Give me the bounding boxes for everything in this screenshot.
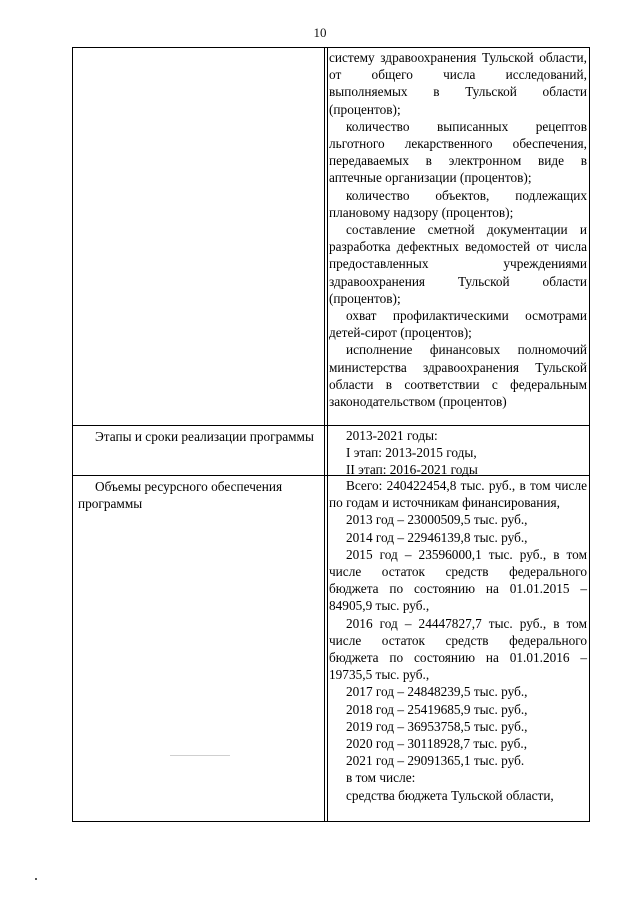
indicator-line: составление сметной документации и разработка дефектных ведомостей от числа предоставленных учреждениями здравоохранения Тульской области (процентов); <box>329 222 587 306</box>
funding-line: Всего: 240422454,8 тыс. руб., в том числе по годам и источникам финансирования, <box>329 478 587 511</box>
table-row-funding <box>73 475 589 821</box>
funding-line: в том числе: <box>346 770 416 786</box>
stage-line: II этап: 2016-2021 годы <box>346 462 478 478</box>
funding-line: 2015 год – 23596000,1 тыс. руб., в том числе остаток средств федерального бюджета по состоянию на 01.01.2015 – 84905,9 тыс. руб., <box>329 546 587 614</box>
funding-cell <box>329 477 587 804</box>
indicator-line: количество выписанных рецептов льготного лекарственного обеспечения, передаваемых в электронном виде в аптечные организации (процентов); <box>329 118 587 186</box>
stages-label <box>78 428 318 445</box>
indicator-line: исполнение финансовых полномочий министерства здравоохранения Тульской области в соответствии с федеральным законодательством (процентов) <box>329 342 587 410</box>
indicator-line: систему здравоохранения Тульской области, от общего числа исследований, выполняемых в Тульской области (процентов); <box>329 50 587 117</box>
funding-line: средства бюджета Тульской области, <box>346 787 554 803</box>
funding-line: 2021 год – 29091365,1 тыс. руб. <box>346 753 525 769</box>
funding-line: 2019 год – 36953758,5 тыс. руб., <box>346 718 528 734</box>
funding-line: 2016 год – 24447827,7 тыс. руб., в том числе остаток средств федерального бюджета по состоянию на 01.01.2016 – 19735,5 тыс. руб., <box>329 615 587 683</box>
stage-line: 2013-2021 годы: <box>346 428 438 443</box>
page-number: 10 <box>313 25 327 40</box>
funding-line: 2014 год – 22946139,8 тыс. руб., <box>346 529 528 545</box>
stages-cell <box>329 427 587 479</box>
funding-line: 2017 год – 24848239,5 тыс. руб., <box>346 684 528 700</box>
stage-line: I этап: 2013-2015 годы, <box>346 445 477 461</box>
passport-table <box>72 47 590 822</box>
funding-label <box>78 478 318 512</box>
funding-line: 2018 год – 25419685,9 тыс. руб., <box>346 701 528 717</box>
funding-label-text: Объемы ресурсного обеспечения программы <box>78 479 283 512</box>
table-row-stages <box>73 425 589 478</box>
funding-line: 2020 год – 30118928,7 тыс. руб., <box>346 736 528 752</box>
indicators-cell <box>329 49 587 410</box>
scan-artifact <box>170 755 230 756</box>
stages-label-text: Этапы и сроки реализации программы <box>95 429 314 444</box>
scan-speck <box>35 878 37 880</box>
table-row-indicators <box>73 48 589 425</box>
indicator-line: охват профилактическими осмотрами детей-сирот (процентов); <box>329 308 587 341</box>
indicator-line: количество объектов, подлежащих плановому надзору (процентов); <box>329 187 587 220</box>
funding-line: 2013 год – 23000509,5 тыс. руб., <box>346 512 528 528</box>
